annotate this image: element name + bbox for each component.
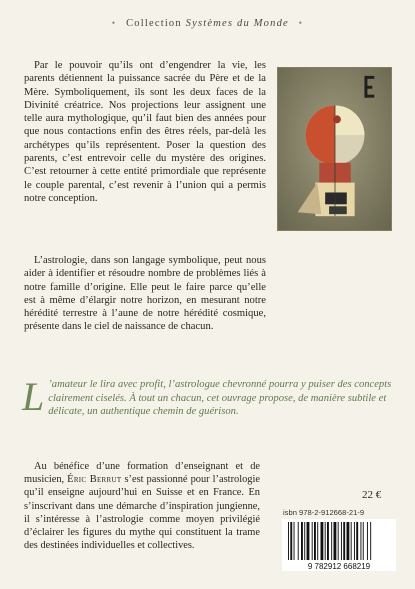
barcode-bar — [325, 522, 326, 560]
barcode-bar — [307, 522, 310, 560]
barcode-bar — [356, 522, 358, 560]
barcode-bar — [363, 522, 364, 560]
barcode-bar — [298, 522, 299, 560]
barcode-bar — [334, 522, 337, 560]
barcode-bar — [341, 522, 342, 560]
barcode-bar — [301, 522, 303, 560]
quote-block — [22, 374, 398, 419]
astrology-paragraph: L’astrologie, dans son langage symbolique, peut nous aider à identifier et résoudre nombre de problèmes liés à notre famille d’origine. Elle peut le faire parce qu’elle est à même d’élargir notre horizon, en mesurant notre hérédité terrestre à l’aune de notre hérédité cosmique, présente dans le ciel de naissance de chacun. — [24, 255, 266, 333]
barcode-bar — [314, 522, 316, 560]
author-bio — [24, 460, 260, 552]
price-label: 22 € — [362, 489, 382, 501]
barcode-bar — [321, 522, 324, 560]
barcode-bar — [360, 522, 361, 560]
bio-after: s’est passionné pour l’astrologie qu’il enseigne aujourd’hui en Suisse et en France. En s’inscrivant dans une démarche d’inspiration jungienne, il s’intéresse à l’astrologie comme moyen privilégié d’éclairer les figures du mythe qui constituent la trame des destinées individuelles et collectives. — [24, 474, 260, 552]
quote-text: ’amateur le lira avec profit, l’astrologue chevronné pourra y puiser des concepts clairement ciselés. À tout un chacun, cet ouvrage propose, de manière subtile et délicate, un authentique chemin de guérison. — [48, 379, 392, 418]
collection-prefix: Collection — [126, 18, 182, 29]
barcode-bar — [347, 522, 350, 560]
author-name: Éric Berrut — [67, 474, 122, 486]
barcode-bar — [294, 522, 295, 560]
barcode-bar — [338, 522, 339, 560]
quote-dropcap: L — [22, 374, 45, 419]
header-bullet-right: • — [298, 18, 304, 28]
barcode-bar — [367, 522, 368, 560]
barcode-bar — [351, 522, 352, 560]
isbn-label: isbn 978-2-912668-21-9 — [283, 508, 365, 517]
barcode-bar — [312, 522, 313, 560]
collection-series: Systèmes du Monde — [185, 18, 289, 29]
barcode-bar — [343, 522, 345, 560]
barcode-bar — [304, 522, 305, 560]
barcode-bar — [327, 522, 329, 560]
barcode — [282, 519, 396, 571]
header-bullet-left: • — [111, 18, 117, 28]
barcode-bar — [370, 522, 371, 560]
barcode-bar — [331, 522, 332, 560]
barcode-digits: 9 782912 668219 — [307, 562, 371, 571]
bio-before: Au bénéfice d’une formation d’enseignant et de musicien, — [24, 461, 260, 486]
barcode-bar — [354, 522, 355, 560]
collection-header — [0, 18, 415, 29]
intro-paragraph: Par le pouvoir qu’ils ont d’engendrer la vie, les parents détiennent la puissance sacrée du Père et de la Mère. Symboliquement, ils sont les deux faces de la Divinité créatrice. Nos projections leur assignent une telle aura mythologique, qu’il faut bien des années pour que nous contactions enfin des êtres réels, par-delà les archétypes qu’ils représentent. Poser la question des parents, c’est entrevoir celle du mystère des origines. C’est retourner à cette entité primordiale que représente le couple parental, c’est revenir à l’union qui a permis notre conception. — [24, 60, 266, 204]
barcode-bar — [290, 522, 292, 560]
barcode-bar — [288, 522, 289, 560]
cover-artwork — [277, 67, 392, 231]
barcode-bar — [317, 522, 318, 560]
